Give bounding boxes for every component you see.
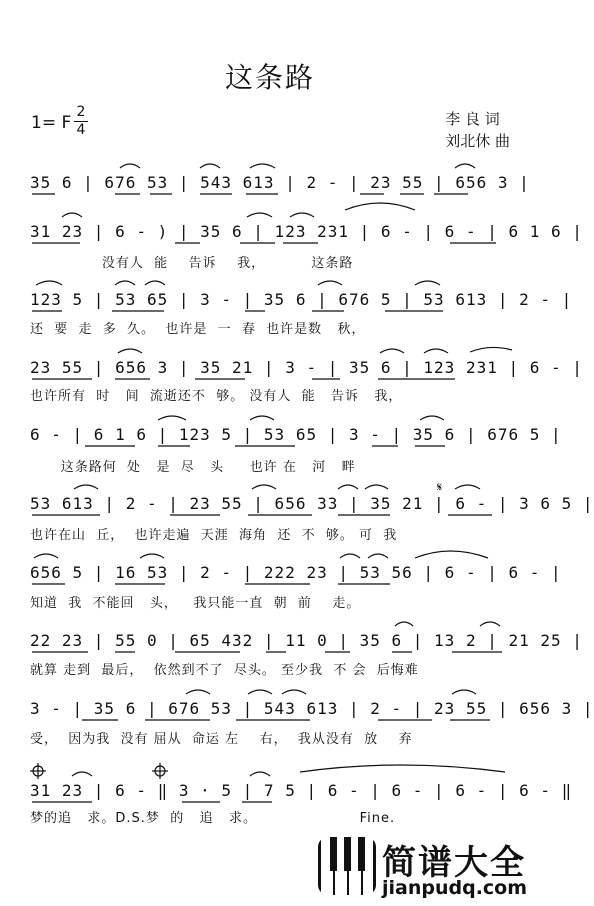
lyric-row-2: 没有人 能 告诉 我， 这条路 (30, 256, 354, 271)
slur-mark (74, 485, 98, 489)
slur-mark (200, 164, 220, 168)
watermark (318, 833, 533, 903)
notation-row-5: 6 - | 6 1 6 | 123 5 | 53 65 | 3 - | 35 6 | 676 5 | (30, 425, 562, 444)
slur-mark (158, 416, 186, 420)
slur-mark (368, 554, 388, 558)
notation-row-7: 656 5 | 16 53 | 2 - | 222 23 | 53 56 | 6 - | 6 - | (30, 563, 562, 582)
meter-bottom: 4 (76, 122, 86, 138)
slur-mark (452, 690, 476, 694)
slur-mark (338, 485, 358, 489)
slur-mark (282, 690, 306, 694)
lyric-row-3: 还 要 走 多 久。 也许是 一 春 也许是数 秋， (30, 322, 366, 337)
tie-mark (345, 203, 415, 210)
slur-mark (140, 554, 164, 558)
slur-mark (118, 349, 142, 353)
slur-mark (395, 622, 413, 626)
slur-mark (290, 213, 314, 217)
slur-mark (248, 690, 272, 694)
piano-logo-icon (318, 837, 376, 895)
notation-row-8: 22 23 | 55 0 | 65 432 | 11 0 | 35 6 | 13 2 | 21 25 | (30, 631, 583, 650)
notation-row-10: 31 23 | 6 - ‖ 3 · 5 | 7 5 | 6 - | 6 - | 6 - | 6 - ‖ (30, 781, 573, 800)
slur-mark (250, 772, 270, 776)
slur-mark (250, 416, 274, 420)
notation-row-2: 31 23 | 6 - ) | 35 6 | 123 231 | 6 - | 6 - | 6 1 6 | (30, 222, 583, 241)
slur-mark (380, 349, 404, 353)
lyric-row-10: 梦的追 求。D.S.梦 的 追 求。 Fine. (30, 811, 396, 826)
notation-row-9: 3 - | 35 6 | 676 53 | 543 613 | 2 - | 23 55 | 656 3 | (30, 699, 594, 718)
slur-mark (34, 554, 58, 558)
notation-row-3: 123 5 | 53 65 | 3 - | 35 6 | 676 5 | 53 613 | 2 - | (30, 290, 573, 309)
meter-top: 2 (76, 104, 86, 120)
slur-mark (120, 164, 140, 168)
slur-mark (480, 622, 500, 626)
composer-credit: 刘北休 曲 (445, 132, 510, 150)
watermark-brand: 简谱大全 (382, 843, 526, 883)
segno-sign: 𝄋 (437, 480, 443, 494)
slur-mark (145, 281, 165, 285)
slur-mark (115, 281, 135, 285)
song-title: 这条路 (224, 61, 315, 94)
lyric-row-4: 也许所有 时 间 流逝还不 够。 没有人 能 告诉 我， (30, 389, 403, 404)
lyric-row-6: 也许在山 丘， 也许走遍 天涯 海角 还 不 够。 可 我 (30, 528, 398, 543)
key-signature: 1= F (31, 113, 72, 133)
slur-mark (250, 164, 275, 168)
slur-mark (455, 485, 480, 489)
lyric-row-7: 知道 我 不能回 头， 我只能一直 朝 前 走。 (30, 596, 361, 611)
slur-mark (340, 554, 360, 558)
lyric-row-5: 这条路何 处 是 尽 头 也许 在 河 畔 (30, 460, 356, 475)
slur-mark (455, 164, 475, 168)
lyricist-credit: 李 良 词 (445, 110, 500, 128)
slur-mark (365, 485, 388, 489)
notation-row-4: 23 55 | 656 3 | 35 21 | 3 - | 35 6 | 123 231 | 6 - | (30, 358, 583, 377)
tie-mark (470, 347, 512, 352)
slur-mark (252, 485, 276, 489)
lyric-row-9: 受， 因为我 没有 屈从 命运 左 右， 我从没有 放 弃 (30, 732, 413, 747)
slur-mark (415, 281, 440, 285)
slur-mark (318, 281, 342, 285)
slur-mark (424, 349, 448, 353)
slur-mark (420, 416, 444, 420)
notation-row-6: 53 613 | 2 - | 23 55 | 656 33 | 35 21 | 6 - | 3 6 5 | (30, 494, 594, 513)
slur-mark (247, 213, 272, 217)
slur-mark (62, 213, 82, 217)
tie-mark (415, 551, 488, 558)
notation-row-1: 35 6 | 676 53 | 543 613 | 2 - | 23 55 | 656 3 | (30, 173, 530, 192)
slur-mark (72, 772, 92, 776)
watermark-url: jianpudq.com (382, 877, 528, 899)
slur-mark (186, 690, 210, 694)
lyric-row-8: 就算 走到 最后， 依然到不了 尽头。 至少我 不 会 后悔难 (30, 663, 419, 678)
slur-mark (36, 281, 62, 285)
tie-mark (300, 765, 505, 772)
